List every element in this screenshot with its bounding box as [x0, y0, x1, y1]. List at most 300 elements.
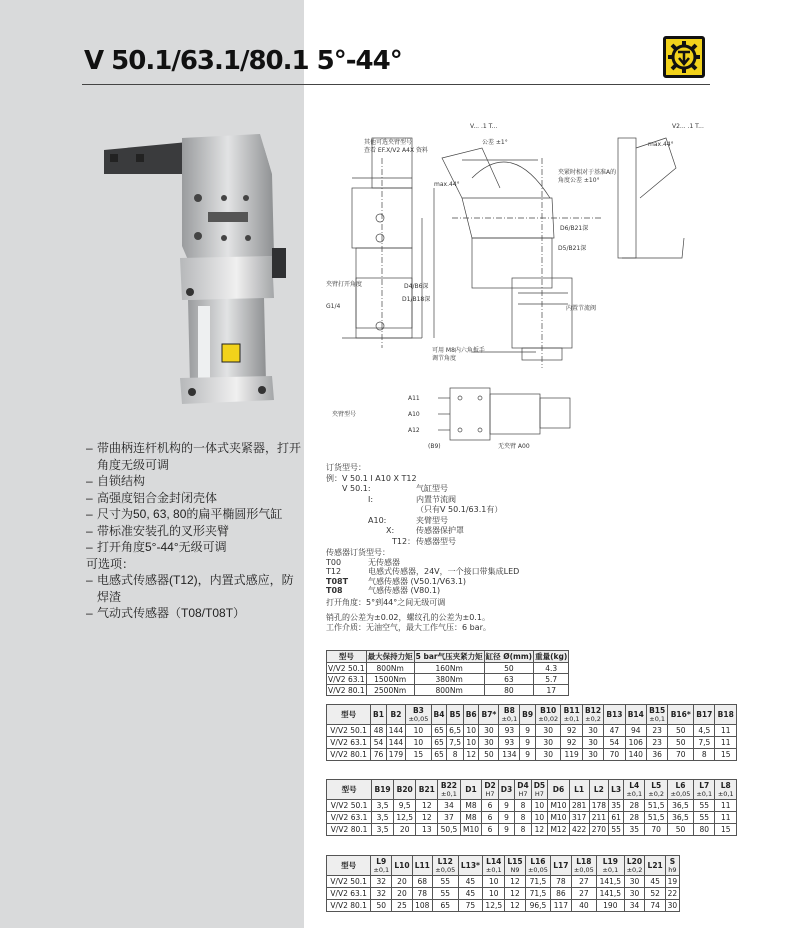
header-tolerance: ±0,1	[717, 789, 734, 798]
table-cell: 63	[484, 674, 533, 685]
order-title: 订货型号：	[326, 463, 366, 472]
table-cell: 800Nm	[414, 685, 484, 696]
table-header	[531, 780, 547, 800]
table-cell: 9	[498, 812, 514, 824]
table-cell: V/V2 80.1	[327, 900, 371, 912]
header-label: L6	[675, 780, 686, 790]
header-tolerance: ±0,1	[501, 714, 518, 723]
header-label: B14	[627, 709, 644, 719]
table-header	[392, 856, 412, 876]
table-header	[646, 705, 667, 725]
table-cell: 34	[438, 800, 460, 812]
table-cell: 78	[551, 876, 571, 888]
table-cell: 65	[431, 737, 447, 749]
table-cell: 75	[458, 900, 483, 912]
table-cell: 119	[561, 749, 582, 761]
header-tolerance: ±0,1	[485, 865, 502, 874]
table-cell: 3,5	[372, 800, 394, 812]
header-label: B18	[717, 709, 734, 719]
order-row: A10: 夹臂型号	[368, 515, 448, 525]
header-label: B2	[390, 709, 402, 719]
arm-type-drawing	[330, 368, 590, 458]
table-cell: 179	[386, 749, 405, 761]
header-label: L19	[602, 856, 618, 866]
header-label: B15	[649, 705, 666, 715]
table-header	[438, 780, 460, 800]
header-label: D1	[465, 784, 477, 794]
table-cell: 178	[589, 800, 609, 812]
table-cell: 380Nm	[414, 674, 484, 685]
table-cell: 35	[624, 824, 645, 836]
table-header	[571, 856, 597, 876]
table-cell: 3,5	[372, 812, 394, 824]
gear-icon	[666, 39, 702, 75]
table-cell: 93	[499, 725, 520, 737]
drawing-label: A12	[408, 427, 420, 434]
table-cell: 8	[515, 824, 531, 836]
table-header	[609, 780, 624, 800]
header-label: B4	[433, 709, 445, 719]
header-label: 型号	[341, 784, 357, 794]
table-cell: V/V2 80.1	[327, 749, 371, 761]
table-cell: 160Nm	[414, 663, 484, 674]
dimension-table-l	[326, 855, 680, 912]
table-cell: 10	[483, 876, 505, 888]
table-cell: M10	[548, 812, 570, 824]
table-header: 5 bar气压夹紧力矩	[415, 652, 483, 661]
table-header	[665, 856, 679, 876]
table-header	[499, 705, 520, 725]
header-tolerance: ±0,1	[602, 865, 619, 874]
header-label: L21	[647, 860, 663, 870]
table-cell: 28	[624, 812, 645, 824]
header-label: D2	[484, 780, 496, 790]
table-cell: 70	[668, 749, 694, 761]
table-cell: 22	[665, 888, 679, 900]
table-header: 型号	[327, 651, 367, 663]
table-header	[460, 780, 482, 800]
table-header	[520, 705, 536, 725]
dimension-table-b	[326, 704, 737, 761]
table-header	[645, 856, 665, 876]
table-cell: 800Nm	[366, 663, 414, 674]
drawing-view-right: V2... .1 T...	[672, 123, 704, 130]
table-cell: 3,5	[372, 824, 394, 836]
header-label: B21	[418, 784, 435, 794]
table-cell: 317	[569, 812, 589, 824]
table-cell: 96,5	[525, 900, 551, 912]
header-label: B3	[412, 705, 424, 715]
sensor-code-block	[326, 548, 519, 596]
table-header	[327, 705, 371, 725]
table-cell: 30	[535, 737, 561, 749]
table-cell: 54	[371, 737, 387, 749]
table-cell: 65	[431, 749, 447, 761]
table-header	[483, 856, 505, 876]
table-cell: 45	[458, 888, 483, 900]
table-cell: 134	[499, 749, 520, 761]
table-header	[412, 856, 432, 876]
header-tolerance: ±0,1	[373, 865, 390, 874]
drawing-label: 可用 M8内六角扳手	[432, 347, 485, 354]
header-label: 型号	[341, 709, 357, 719]
table-cell: 61	[609, 812, 624, 824]
header-label: B6	[465, 709, 477, 719]
table-row	[327, 824, 737, 836]
table-cell: 12,5	[483, 900, 505, 912]
order-code-block	[326, 463, 502, 547]
drawing-label: 内置节流阀	[566, 305, 597, 312]
table-cell: 117	[551, 900, 571, 912]
table-header	[551, 856, 571, 876]
list-item: – 电感式传感器(T12)，内置式感应，防焊渣	[86, 573, 294, 604]
table-cell: 32	[371, 888, 392, 900]
table-header: 最大保持力矩	[367, 652, 413, 661]
table-cell: 32	[371, 876, 392, 888]
drawing-note: 夹紧时相对于基准A的	[558, 169, 617, 176]
table-cell: 12	[531, 824, 547, 836]
notes-block	[326, 598, 491, 634]
options-title: 可选项：	[86, 556, 135, 571]
table-cell: 54	[604, 737, 625, 749]
list-item: – 带标准安装孔的叉形夹臂	[86, 523, 230, 538]
table-header	[371, 705, 387, 725]
table-cell: 55	[694, 800, 715, 812]
header-tolerance: ±0,05	[670, 789, 691, 798]
table-cell: 28	[624, 800, 645, 812]
table-header	[625, 705, 646, 725]
header-label: L7	[699, 780, 710, 790]
table-cell: M10	[460, 824, 482, 836]
table-row	[327, 674, 569, 685]
table-cell: 10	[531, 800, 547, 812]
table-cell: 12	[505, 888, 525, 900]
header-label: L18	[576, 856, 592, 866]
table-cell: 50	[479, 749, 499, 761]
table-cell: 10	[406, 725, 432, 737]
list-item: – 尺寸为50, 63, 80的扁平椭圆形气缸	[86, 507, 283, 521]
header-tolerance: ±0,05	[408, 714, 429, 723]
order-example: 例：V 50.1 I A10 X T12	[326, 473, 417, 483]
table-cell: 20	[392, 888, 412, 900]
table-cell: 71,5	[525, 876, 551, 888]
dimension-table-d-l	[326, 779, 737, 836]
table-cell: 6,5	[447, 725, 464, 737]
table-header	[715, 780, 737, 800]
drawing-label: D4/B6深	[404, 283, 429, 290]
table-cell: 80	[484, 685, 533, 696]
drawing-label: 调节角度	[432, 355, 457, 362]
table-header	[393, 780, 415, 800]
table-cell: 10	[463, 725, 479, 737]
table-cell: 36	[646, 749, 667, 761]
table-header	[372, 780, 394, 800]
brand-logo	[663, 36, 705, 78]
sensor-row: T00 无传感器	[326, 557, 400, 567]
table-cell: 50	[371, 900, 392, 912]
table-header	[624, 780, 645, 800]
drawing-note: 查看 EF.X/V2 A4X 资料	[364, 147, 428, 154]
table-header	[458, 856, 483, 876]
drawing-label: D6/B21深	[560, 225, 589, 232]
header-label: B20	[396, 784, 413, 794]
header-label: B19	[374, 784, 391, 794]
order-row: T12： 传感器型号	[392, 536, 456, 546]
table-header	[505, 856, 525, 876]
table-cell: 30	[582, 725, 603, 737]
table-header	[498, 780, 514, 800]
header-label: D3	[500, 784, 513, 794]
table-cell: M12	[548, 824, 570, 836]
table-cell: 55	[694, 812, 715, 824]
drawing-label: max.44°	[434, 181, 460, 188]
table-cell: 92	[561, 725, 582, 737]
drawing-label: 夹臂打开角度	[326, 281, 363, 288]
header-label: L14	[486, 856, 502, 866]
header-label: D6	[552, 784, 565, 794]
table-cell: 52	[645, 888, 665, 900]
header-label: L5	[651, 780, 662, 790]
list-item: – 打开角度5°-44°无级可调	[86, 540, 227, 554]
table-cell: 144	[386, 725, 405, 737]
table-cell: 10	[483, 888, 505, 900]
header-tolerance: ±0,02	[538, 714, 559, 723]
table-cell: 50	[484, 663, 533, 674]
table-cell: 6	[482, 824, 498, 836]
table-cell: 30	[665, 900, 679, 912]
table-cell: 78	[412, 888, 432, 900]
table-header	[694, 705, 715, 725]
table-cell: 51,5	[645, 800, 667, 812]
table-cell: 80	[694, 824, 715, 836]
table-cell: 93	[499, 737, 520, 749]
spec-table-force	[326, 650, 569, 696]
table-cell: 71,5	[525, 888, 551, 900]
table-cell: 30	[535, 725, 561, 737]
table-header: 缸径 Ø(mm)	[485, 652, 533, 661]
header-label: L2	[593, 784, 604, 794]
drawing-label: A10	[408, 411, 420, 418]
sensor-row: T08T 气感传感器 (V50.1/V63.1)	[326, 576, 467, 586]
table-cell: V/V2 63.1	[327, 812, 372, 824]
table-header-row	[327, 856, 680, 876]
table-header	[548, 780, 570, 800]
table-cell: 7,5	[447, 737, 464, 749]
table-header-row	[327, 705, 737, 725]
header-label: L10	[394, 860, 410, 870]
note-line: 工作介质：无油空气，最大工作气压：6 bar。	[326, 623, 491, 632]
table-header	[668, 705, 694, 725]
table-cell: 11	[715, 800, 737, 812]
table-row	[327, 876, 680, 888]
table-cell: 50,5	[438, 824, 460, 836]
list-item: – 气动式传感器（T08/T08T）	[86, 606, 246, 620]
header-label: L3	[611, 784, 622, 794]
table-cell: 7,5	[694, 737, 715, 749]
table-cell: 8	[515, 812, 531, 824]
header-label: L1	[574, 784, 585, 794]
table-header	[447, 705, 464, 725]
table-cell: V/V2 80.1	[327, 824, 372, 836]
header-tolerance: ±0,05	[527, 865, 548, 874]
header-label: S	[669, 856, 676, 866]
table-header	[589, 780, 609, 800]
table-cell: 17	[534, 685, 569, 696]
header-tolerance: ±0,05	[573, 865, 594, 874]
header-label: L8	[720, 780, 731, 790]
header-label: D4	[517, 780, 529, 790]
header-label: B13	[606, 709, 623, 719]
drawing-label: D1/B18深	[402, 296, 431, 303]
table-cell: 20	[392, 876, 412, 888]
header-label: L20	[626, 856, 643, 866]
table-cell: 8	[515, 800, 531, 812]
drawing-label: 无夹臂 A00	[498, 443, 530, 450]
table-cell: 68	[412, 876, 432, 888]
table-cell: 30	[582, 737, 603, 749]
table-cell: 9	[520, 725, 536, 737]
table-header: 重量(kg)	[535, 652, 568, 661]
table-cell: 30	[624, 888, 645, 900]
table-cell: 270	[589, 824, 609, 836]
table-cell: 4.3	[534, 663, 569, 674]
table-cell: 48	[371, 725, 387, 737]
header-tolerance: ±0,1	[649, 714, 666, 723]
table-cell: 94	[625, 725, 646, 737]
table-cell: M10	[548, 800, 570, 812]
table-cell: M8	[460, 800, 482, 812]
table-cell: 27	[571, 888, 597, 900]
header-label: L9	[376, 856, 387, 866]
table-cell: 76	[371, 749, 387, 761]
table-cell: 1500Nm	[366, 674, 414, 685]
header-tolerance: H7	[518, 789, 528, 798]
note-line: 打开角度：5°到44°之间无级可调	[326, 598, 446, 607]
table-cell: V/V2 63.1	[327, 888, 371, 900]
header-label: B11	[563, 705, 580, 715]
header-tolerance: h9	[668, 865, 677, 874]
table-cell: 5.7	[534, 674, 569, 685]
header-label: B1	[373, 709, 384, 719]
table-header	[624, 856, 645, 876]
table-row	[327, 737, 737, 749]
table-cell: 86	[551, 888, 571, 900]
table-cell: 141,5	[597, 876, 624, 888]
list-item: – 自锁结构	[86, 474, 146, 488]
clamp-product-image	[96, 128, 296, 410]
drawing-label: A11	[408, 395, 420, 402]
table-cell: V/V2 50.1	[327, 725, 371, 737]
table-cell: 35	[609, 800, 624, 812]
table-cell: 10	[406, 737, 432, 749]
table-cell: 8	[694, 749, 715, 761]
header-label: B8	[503, 705, 515, 715]
table-row	[327, 663, 569, 674]
list-item: – 高强度铝合金封闭壳体	[86, 490, 218, 505]
table-row	[327, 725, 737, 737]
header-label: L13*	[460, 860, 480, 870]
table-cell: 108	[412, 900, 432, 912]
table-cell: 45	[458, 876, 483, 888]
table-header	[597, 856, 624, 876]
header-tolerance: H7	[485, 789, 495, 798]
table-cell: 15	[406, 749, 432, 761]
header-tolerance: ±0,1	[696, 789, 713, 798]
table-header	[525, 856, 551, 876]
table-cell: 281	[569, 800, 589, 812]
table-cell: 8	[447, 749, 464, 761]
drawing-note: 其他可选夹臂型号	[364, 139, 413, 146]
table-cell: 27	[571, 876, 597, 888]
header-label: B17	[696, 709, 713, 719]
drawing-note: 角度公差 ±10°	[558, 177, 600, 184]
table-header	[715, 705, 737, 725]
page-title: V 50.1/63.1/80.1 5°-44°	[84, 46, 402, 76]
table-cell: 65	[432, 900, 458, 912]
order-row: I: 内置节流阀	[368, 494, 456, 504]
header-label: L16	[530, 856, 546, 866]
table-cell: 9	[520, 737, 536, 749]
drawing-view-left: V... .1 T...	[470, 123, 498, 130]
table-cell: 9	[498, 800, 514, 812]
table-cell: 12	[463, 749, 479, 761]
order-row: X: 传感器保护罩	[386, 526, 464, 535]
sensor-row: T08 气感传感器 (V80.1)	[326, 586, 441, 595]
table-cell: 12	[505, 900, 525, 912]
table-header	[431, 705, 447, 725]
table-cell: 12	[416, 812, 438, 824]
table-header	[463, 705, 479, 725]
table-cell: 50	[668, 725, 694, 737]
drawing-label: (B9)	[428, 443, 441, 450]
header-tolerance: ±0,2	[585, 714, 601, 723]
table-header	[416, 780, 438, 800]
table-header	[535, 705, 561, 725]
table-cell: 12	[416, 800, 438, 812]
table-cell: 10	[531, 812, 547, 824]
table-header	[645, 780, 667, 800]
table-cell: 51,5	[645, 812, 667, 824]
table-header	[667, 780, 693, 800]
header-label: D5	[533, 780, 546, 790]
table-cell: 10	[463, 737, 479, 749]
table-cell: 141,5	[597, 888, 624, 900]
table-cell: 30	[479, 725, 499, 737]
table-cell: 30	[624, 876, 645, 888]
header-tolerance: ±0,1	[626, 789, 643, 798]
table-cell: V/V2 50.1	[327, 876, 371, 888]
table-cell: 6	[482, 800, 498, 812]
table-cell: V/V2 80.1	[328, 685, 365, 695]
table-header	[479, 705, 499, 725]
table-cell: 25	[392, 900, 412, 912]
table-cell: 12	[505, 876, 525, 888]
table-cell: 9	[498, 824, 514, 836]
table-header-row	[327, 780, 737, 800]
header-label: L11	[414, 860, 430, 870]
table-cell: 45	[645, 876, 665, 888]
header-tolerance: ±0,1	[563, 714, 580, 723]
header-label: B9	[522, 709, 534, 719]
table-cell: 20	[393, 824, 415, 836]
table-header	[515, 780, 531, 800]
table-row	[327, 800, 737, 812]
table-cell: 4,5	[694, 725, 715, 737]
table-cell: 140	[625, 749, 646, 761]
table-cell: 30	[582, 749, 603, 761]
table-cell: 11	[715, 737, 737, 749]
header-label: L15	[507, 856, 523, 866]
